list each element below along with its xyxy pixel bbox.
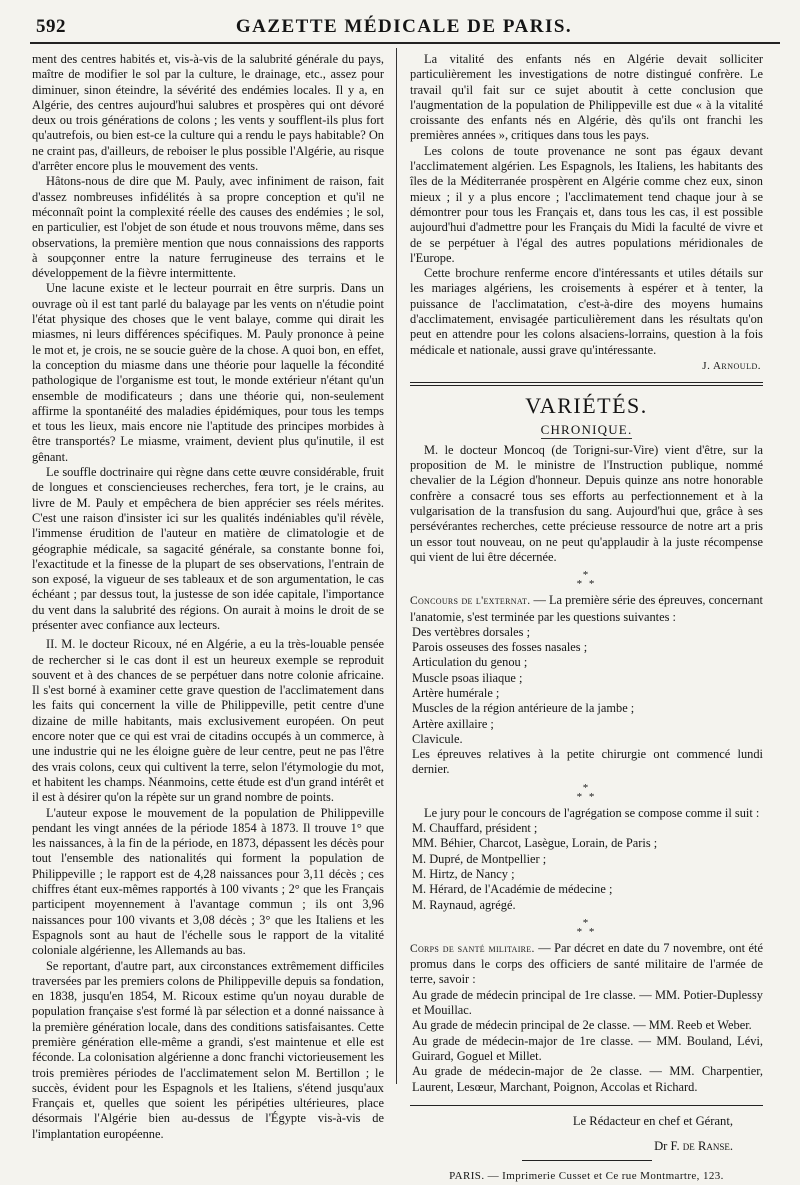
left-paragraph-6: L'auteur expose le mouvement de la population de Philippeville pendant les vingt années de la période 1854 à 1873. Il trouve 1° que les naissances, à la fin de la période, en 1873, dépassent les décès pour tout l'ensemble des nationalités qui forment la population de Philippeville ; le rapport est de 4,28 naissances pour 3,11 décès ; ces chiffres étant eux-mêmes rapportés à 100 vivants ; 2° que les Français participent moyennement à l'avantage commun ; ils ont 3,96 naissances pour 100 vivants et 3,08 décès ; 3° que les Italiens et les Espagnols sont au haut de l'échelle sous le rapport de la vitalité coloniale algérienne, les Allemands au bas. bbox=[32, 805, 384, 958]
agregation-intro: Le jury pour le concours de l'agrégation se compose comme il suit : bbox=[424, 805, 760, 820]
journal-title: GAZETTE MÉDICALE DE PARIS. bbox=[235, 16, 573, 37]
subsection-title bbox=[410, 422, 763, 437]
footer-rule bbox=[410, 1105, 763, 1106]
promotion-item: Au grade de médecin principal de 2e classe. — MM. Reeb et Weber. bbox=[412, 1018, 752, 1033]
externat-item: Artère axillaire ; bbox=[412, 716, 494, 731]
externat-item: Muscle psoas iliaque ; bbox=[412, 670, 523, 685]
header-rule bbox=[30, 42, 780, 44]
externat-lead: Concours de l'externat. bbox=[410, 595, 531, 608]
left-paragraph-2: Hâtons-nous de dire que M. Pauly, avec infiniment de raison, fait d'assez nombreuses infidélités à sa propre conception et qu'il ne méconnaît point la complexité réelle des causes des endémies ; le sol, en particulier, est l'objet de son étude et nous trouvons même, dans ses observations, la première mention que nous connaissions des rapports à soupçonner entre la nature ferrugineuse des terrains et le développement de la fièvre intermittente. bbox=[32, 174, 384, 281]
externat-item: Clavicule. bbox=[412, 731, 463, 746]
jury-member: M. Hirtz, de Nancy ; bbox=[412, 866, 515, 881]
externat-item: Parois osseuses des fosses nasales ; bbox=[412, 640, 588, 655]
chronique-paragraph: M. le docteur Moncoq (de Torigni-sur-Vire) vient d'être, sur la proposition de M. le ministre de l'Instruction publique, nommé chevalier de la Légion d'honneur. Depuis quinze ans notre honorable confrère a consacré tous ses efforts au perfectionnement et à la vulgarisation de la transfusion du sang. Aujourd'hui que, grâce à ses persévérantes recherches, cette précieuse ressource de notre art a pris un essor tout nouveau, on ne peut qu'applaudir à la juste récompense qui vient de lui être décernée. bbox=[410, 442, 763, 564]
editor-prefix: Dr F. bbox=[654, 1139, 683, 1154]
promotion-item: Au grade de médecin-major de 2e classe. — MM. Charpentier, Laurent, Lesœur, Marchant, Poignon, Accolas et Richard. bbox=[412, 1064, 763, 1094]
right-column bbox=[410, 52, 763, 1185]
section-separator bbox=[410, 382, 763, 386]
externat-item: Muscles de la région antérieure de la jambe ; bbox=[412, 701, 635, 716]
right-paragraph-3: Cette brochure renferme encore d'intéressants et utiles détails sur les mariages algériens, les croisements à espérer et à tenter, la puissance de l'acclimatation, c'est-à-dire des moyens humains d'acclimatement, envisagée particulièrement dans les résultats qu'on peut en attendre pour les colons alsaciens-lorrains, question à la fois médicale et nationale, aussi grave qu'intéressante. bbox=[410, 266, 763, 357]
jury-member: MM. Béhier, Charcot, Lasègue, Lorain, de Paris ; bbox=[412, 836, 658, 851]
promotion-item: Au grade de médecin-major de 1re classe. — MM. Bouland, Lévi, Guirard, Goguel et Millet. bbox=[412, 1033, 763, 1063]
externat-item: Articulation du genou ; bbox=[412, 655, 528, 670]
military-lead: Corps de santé militaire. bbox=[410, 942, 535, 955]
left-paragraph-3: Une lacune existe et le lecteur pourrait en être surpris. Dans un ouvrage où il est tant parlé du balayage par les vents on n'étudie point l'état physique des choses que le vent balaye, comme qui dirait les miasmes, ni leurs différences spécifiques. M. Pauly prononce à peine le mot et, je crois, ne se soucie guère de la chose. A quoi bon, en effet, la conception du miasme dans une théorie pour laquelle la fécondité pathologique de l'organisme est tout, le monde extérieur n'étant qu'un ensemble de modificateurs ; dans une théorie qui, non-seulement affirme la spontanéité des maladies épidémiques, pour tous les temps et tous les lieux, mais encore nie l'aptitude des principes morbides à être transportés? Le miasme, vraiment, devient plus qu'inutile, il est gênant. bbox=[32, 281, 384, 464]
externat-closing: Les épreuves relatives à la petite chirurgie ont commencé lundi dernier. bbox=[412, 747, 763, 777]
externat-item: Des vertèbres dorsales ; bbox=[412, 624, 531, 639]
right-paragraph-1: La vitalité des enfants nés en Algérie devait solliciter particulièrement les investigations de notre distingué confrère. Le travail qu'il fait sur ce sujet aboutit à cette conclusion que l'augmentation de la population de Philippeville est due « à la vitalité croissante des enfants nés en Algérie, dès qu'ils ont franchi les premières années », critiques dans tous les pays. bbox=[410, 52, 763, 143]
author-signature: J. Arnould. bbox=[702, 359, 761, 372]
printer-imprint: PARIS. — Imprimerie Cusset et Ce rue Montmartre, 123. bbox=[449, 1170, 724, 1183]
column-divider bbox=[396, 48, 397, 1084]
military-text: — Par décret en date du 7 novembre, ont été promus dans le corps des officiers de santé militaire de l'armée de terre, savoir : bbox=[410, 940, 763, 987]
left-column bbox=[32, 52, 384, 1142]
left-paragraph-7: Se reportant, d'autre part, aux circonstances extrêmement difficiles traversées par les premiers colons de Philippeville depuis sa fondation, en 1838, jusqu'en 1854, M. Ricoux estime qu'un noyau durable de population française s'est formé là par sélection et a donné naissance à la première génération locale, dans des conditions satisfaisantes. Cette première génération elle-même a grandi, s'est maintenue et elle est féconde. La colonisation algérienne a donc franchi victorieusement les trois premières périodes de l'acclimatement selon M. Bertillon ; le succès, évident pour les Espagnols et les Italiens, s'étend jusqu'aux Français et, quelles que soient les péripéties ultérieures, place désormais l'Algérie bien au-dessus de l'Égypte vis-à-vis de l'implantation européenne. bbox=[32, 958, 384, 1141]
jury-member: M. Chauffard, président ; bbox=[412, 821, 538, 836]
editor-title: Le Rédacteur en chef et Gérant, bbox=[572, 1113, 733, 1128]
jury-member: M. Dupré, de Montpellier ; bbox=[412, 851, 547, 866]
editor-name bbox=[410, 1139, 763, 1154]
externat-item: Artère humérale ; bbox=[412, 685, 500, 700]
asterism-divider: * * * bbox=[576, 916, 597, 938]
military-intro bbox=[410, 941, 763, 988]
asterism-divider: * * * bbox=[576, 569, 597, 591]
jury-member: M. Hérard, de l'Académie de médecine ; bbox=[412, 882, 613, 897]
externat-text: — La première série des épreuves, concernant l'anatomie, s'est terminée par les questions suivantes : bbox=[410, 593, 763, 624]
left-paragraph-4: Le souffle doctrinaire qui règne dans cette œuvre considérable, fruit de longues et consciencieuses recherches, fera tort, je le crains, au livre de M. Pauly et empêchera de bien apprécier ses réels mérites. C'est une raison d'insister ici sur les qualités indéniables qu'il révèle, l'immense érudition de l'auteur en matière de climatologie et de géographie médicale, sa sagacité générale, sa constante bonne foi, l'exactitude et la finesse de la plupart de ses observations, l'entrain de son exposé, la vigueur de ses tableaux et de son argumentation, le cas échéant ; par dessus tout, la justesse de son idée capitale, l'importance du vent dans la salubrité des régions. On aurait à moins le droit de se présenter avec confiance aux lecteurs. bbox=[32, 465, 384, 632]
promotion-item: Au grade de médecin principal de 1re classe. — MM. Potier-Duplessy et Mouillac. bbox=[412, 987, 763, 1018]
printer-rule bbox=[522, 1160, 652, 1161]
page-header bbox=[28, 14, 780, 40]
externat-intro bbox=[410, 593, 763, 625]
editor-surname: de Ranse. bbox=[682, 1139, 733, 1154]
subsection-title-text: CHRONIQUE. bbox=[540, 421, 633, 437]
jury-member: M. Raynaud, agrégé. bbox=[412, 897, 516, 912]
left-paragraph-5: II. M. le docteur Ricoux, né en Algérie, a eu la très-louable pensée de rechercher si le cas dont il est un heureux exemple se reproduit souvent et à des chances de se perpétuer dans notre colonie africaine. Il s'est borné à examiner cette grave question de l'acclimatement dans les faits qui concernent la ville de Philippeville, petit centre d'une dizaine de mille habitants, mais exclusivement européen. On peut encore noter que ce qui est vrai de citadins occupés à un commerce, à une industrie qui ne les éloigne guère de leur centre, peut ne pas l'être des vrais colons, ceux qui cultivent la terre, selon l'étymologie du mot, et habitent les champs. Néanmoins, cette étude est d'un grand intérêt et il est à désirer qu'on la répète sur un grand nombre de points. bbox=[32, 637, 384, 805]
right-paragraph-2: Les colons de toute provenance ne sont pas égaux devant l'acclimatement algérien. Les Espagnols, les Italiens, les habitants des îles de la Méditerranée prospèrent en Algérie comme chez eux, sinon mieux ; il y a plus encore ; l'acclimatement tend chaque jour à se démontrer pour tous les Français et, dans tous les cas, il est possible aujourd'hui d'admettre pour les Français du Midi la faculté de vivre et de se perpétuer à l'égal des autres populations méridionales de l'Europe. bbox=[410, 143, 763, 265]
left-paragraph-1: ment des centres habités et, vis-à-vis de la salubrité générale du pays, maître de modifier le sol par la culture, le drainage, etc., assez pour diminuer, sinon éteindre, la sévérité des endémies locales. Il y a, en Algérie, des centres aujourd'hui salubres et prospères qui ont dévoré deux ou trois générations de colons ; les vents y soufflent-ils plus fort qu'autrefois, ou bien est-ce la culture qui a rendu le pays habitable? On ne craint pas, d'ailleurs, de reboiser le plus possible l'Algérie, au risque d'arrêter encore plus le mouvement des vents. bbox=[32, 52, 384, 174]
page-number: 592 bbox=[36, 16, 66, 37]
section-title: VARIÉTÉS. bbox=[525, 393, 648, 419]
asterism-divider: * * * bbox=[576, 781, 597, 803]
